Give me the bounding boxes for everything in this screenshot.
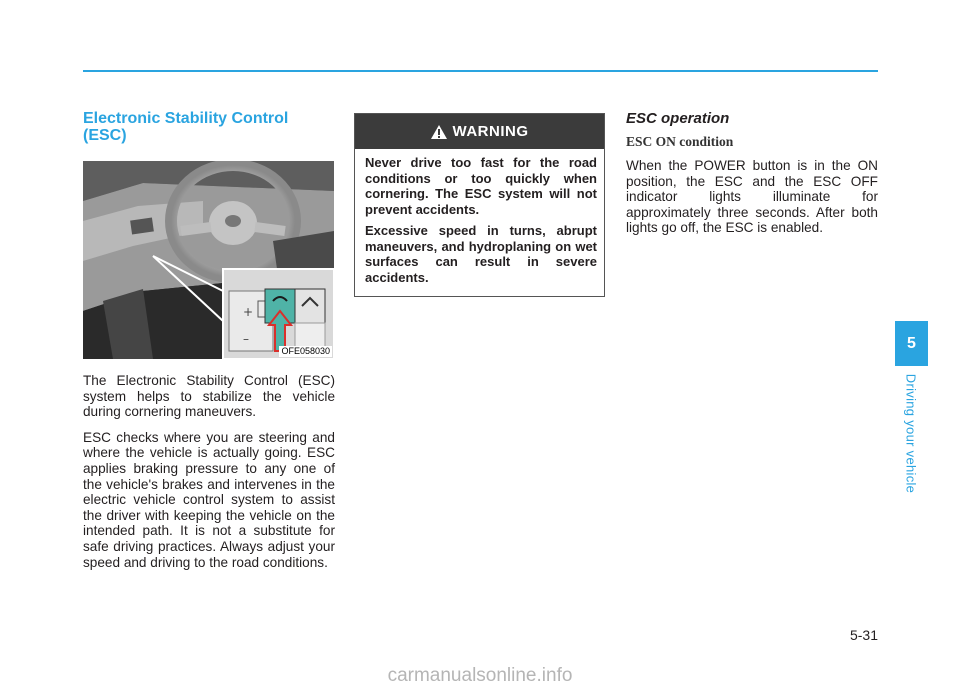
section-title-line1: Electronic Stability Control [83,110,289,127]
body-paragraph-2: ESC checks where you are steering and where the vehicle is actually going. ESC applies braking pressure to any one of the vehicle's brakes and intervenes in the electric vehicle control system to assist the driver with keeping the vehicle on the intended path. It is not a substitute for safe driving practices. Always adjust your speed and driving to the road conditions. [83,429,335,570]
svg-text:–: – [243,332,249,346]
warning-body [355,149,604,285]
body-paragraph-1: The Electronic Stability Control (ESC) system helps to stabilize the vehicle during cornering maneuvers. [83,373,335,420]
header-rule [83,70,878,72]
left-column [83,110,335,570]
svg-text:+: + [243,305,254,319]
warning-header [355,114,604,149]
figure-caption: OFE058030 [281,346,330,356]
chapter-label: Driving your vehicle [903,373,919,494]
dashboard-illustration-image [83,161,334,359]
chapter-number: 5 [907,334,916,352]
esc-on-condition-heading: ESC ON condition [626,134,734,149]
section-title-line2: (ESC) [83,127,127,144]
watermark: carmanualsonline.info [387,665,573,686]
dashboard-illustration [83,161,334,359]
section-title [83,110,335,144]
chapter-tab [895,321,928,366]
page-number: 5-31 [849,627,878,643]
warning-paragraph-2: Excessive speed in turns, abrupt maneuvers, and hydroplaning on wet surfaces can result in severe accidents. [365,223,597,285]
esc-operation-heading: ESC operation [626,110,730,127]
warning-box [354,113,605,297]
esc-on-paragraph: When the POWER button is in the ON position, the ESC and the ESC OFF indicator lights illuminate for approximately three seconds. After both lights go off, the ESC is enabled. [626,158,878,236]
right-column [626,110,878,236]
warning-triangle-icon [431,125,447,139]
warning-paragraph-1: Never drive too fast for the road conditions or too quickly when cornering. The ESC system will not prevent accidents. [365,155,597,217]
warning-title: WARNING [452,123,529,140]
